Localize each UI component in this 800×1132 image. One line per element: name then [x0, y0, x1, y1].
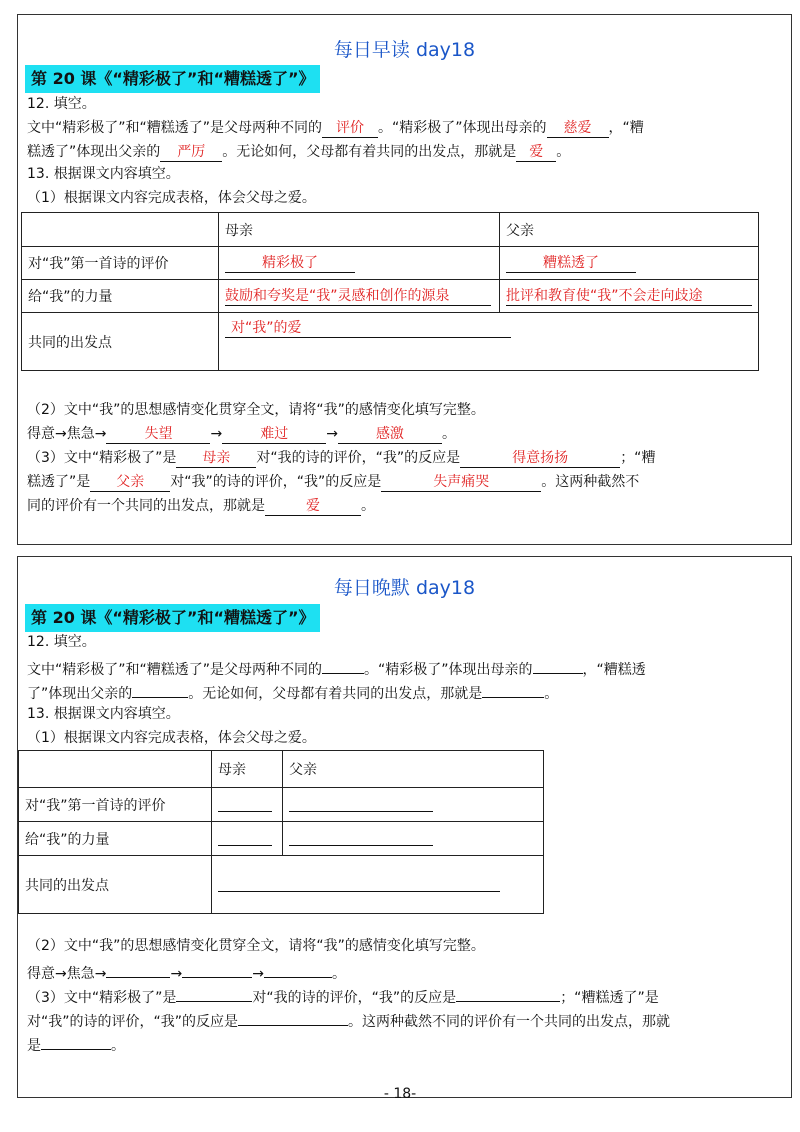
col-father: 父亲 [283, 751, 544, 788]
answer-blank: 难过 [222, 425, 326, 444]
q12-line-1: 文中“精彩极了”和“糟糕透了”是父母两种不同的 。“精彩极了”体现出母亲的 ，“糟糕透 [27, 655, 646, 677]
q13-3-line-1: （3）文中“精彩极了”是 母亲 对“我的诗的评价，“我”的反应是 得意扬扬 ；“糟 [27, 450, 656, 466]
col-mother: 母亲 [212, 751, 283, 788]
empty-blank[interactable] [456, 983, 560, 1002]
morning-reading-panel [17, 14, 792, 545]
cell-answer: 对“我”的爱 [225, 319, 511, 338]
lesson-heading: 第 20 课《“精彩极了”和“糟糕透了”》 [25, 65, 320, 93]
empty-blank[interactable] [322, 655, 364, 674]
row-common-point: 共同的出发点 [22, 313, 219, 371]
cell-answer: 糟糕透了 [506, 254, 636, 273]
answer-blank: 严厉 [160, 143, 222, 162]
emotion-chain: 得意→焦急→ 失望 → 难过 → 感激 。 [27, 426, 456, 442]
q13-3-line-1: （3）文中“精彩极了”是 对“我的诗的评价，“我”的反应是 ；“糟糕透了”是 [27, 983, 659, 1005]
row-strength: 给“我”的力量 [19, 822, 212, 856]
q13-label: 13. 根据课文内容填空。 [27, 166, 180, 182]
q13-3-line-3: 同的评价有一个共同的出发点，那就是 爱 。 [27, 498, 375, 514]
parents-table [21, 212, 759, 371]
answer-blank: 失望 [106, 425, 210, 444]
morning-title: 每日早读 day18 [333, 39, 476, 61]
row-first-poem: 对“我”第一首诗的评价 [19, 788, 212, 822]
answer-blank: 慈爱 [547, 119, 609, 138]
answer-blank: 评价 [322, 119, 378, 138]
empty-cell-blank[interactable] [289, 827, 433, 846]
empty-blank[interactable] [132, 679, 188, 698]
q13-1-text: （1）根据课文内容完成表格，体会父母之爱。 [27, 730, 316, 746]
emotion-chain: 得意→焦急→ → → 。 [27, 959, 346, 981]
page-number: - 18- [383, 1086, 417, 1102]
empty-cell-blank[interactable] [289, 793, 433, 812]
answer-blank: 爱 [516, 143, 556, 162]
q12-label: 12. 填空。 [27, 634, 96, 650]
q12-line-2: 糕透了”体现出父亲的 严厉 。无论如何，父母都有着共同的出发点，那就是 爱 。 [27, 144, 571, 160]
evening-dictation-panel [17, 556, 792, 1098]
col-father: 父亲 [500, 213, 759, 247]
q13-3-line-3: 是 。 [27, 1031, 125, 1053]
q12-line-2: 了”体现出父亲的 。无论如何，父母都有着共同的出发点，那就是 。 [27, 679, 558, 701]
answer-blank: 感激 [338, 425, 442, 444]
row-first-poem: 对“我”第一首诗的评价 [22, 247, 219, 280]
empty-blank[interactable] [182, 959, 252, 978]
empty-blank[interactable] [176, 983, 252, 1002]
row-common-point: 共同的出发点 [19, 856, 212, 914]
empty-blank[interactable] [264, 959, 332, 978]
empty-blank[interactable] [238, 1007, 348, 1026]
empty-blank[interactable] [533, 655, 583, 674]
evening-title: 每日晚默 day18 [333, 577, 476, 599]
lesson-heading: 第 20 课《“精彩极了”和“糟糕透了”》 [25, 604, 320, 632]
answer-blank: 失声痛哭 [381, 473, 541, 492]
cell-answer: 批评和教育使“我”不会走向歧途 [506, 287, 752, 306]
col-mother: 母亲 [219, 213, 500, 247]
answer-blank: 得意扬扬 [460, 449, 620, 468]
cell-answer: 精彩极了 [225, 254, 355, 273]
empty-blank[interactable] [41, 1031, 111, 1050]
empty-cell-blank[interactable] [218, 873, 500, 892]
parents-table [18, 750, 544, 914]
row-strength: 给“我”的力量 [22, 280, 219, 313]
empty-blank[interactable] [482, 679, 544, 698]
q13-2-text: （2）文中“我”的思想感情变化贯穿全文，请将“我”的感情变化填写完整。 [27, 402, 485, 418]
q13-2-text: （2）文中“我”的思想感情变化贯穿全文，请将“我”的感情变化填写完整。 [27, 938, 485, 954]
q13-3-line-2: 糕透了”是 父亲 对“我”的诗的评价，“我”的反应是 失声痛哭 。这两种截然不 [27, 474, 640, 490]
empty-cell-blank[interactable] [218, 793, 272, 812]
answer-blank: 爱 [265, 497, 361, 516]
q13-label: 13. 根据课文内容填空。 [27, 706, 180, 722]
q13-1-text: （1）根据课文内容完成表格，体会父母之爱。 [27, 190, 316, 206]
q12-line-1: 文中“精彩极了”和“糟糕透了”是父母两种不同的 评价 。“精彩极了”体现出母亲的 慈爱 ，“糟 [27, 120, 644, 136]
answer-blank: 父亲 [90, 473, 170, 492]
empty-blank[interactable] [106, 959, 170, 978]
cell-answer: 鼓励和夸奖是“我”灵感和创作的源泉 [225, 287, 491, 306]
empty-cell-blank[interactable] [218, 827, 272, 846]
q12-label: 12. 填空。 [27, 96, 96, 112]
q13-3-line-2: 对“我”的诗的评价，“我”的反应是 。这两种截然不同的评价有一个共同的出发点，那就 [27, 1007, 670, 1029]
answer-blank: 母亲 [176, 449, 256, 468]
